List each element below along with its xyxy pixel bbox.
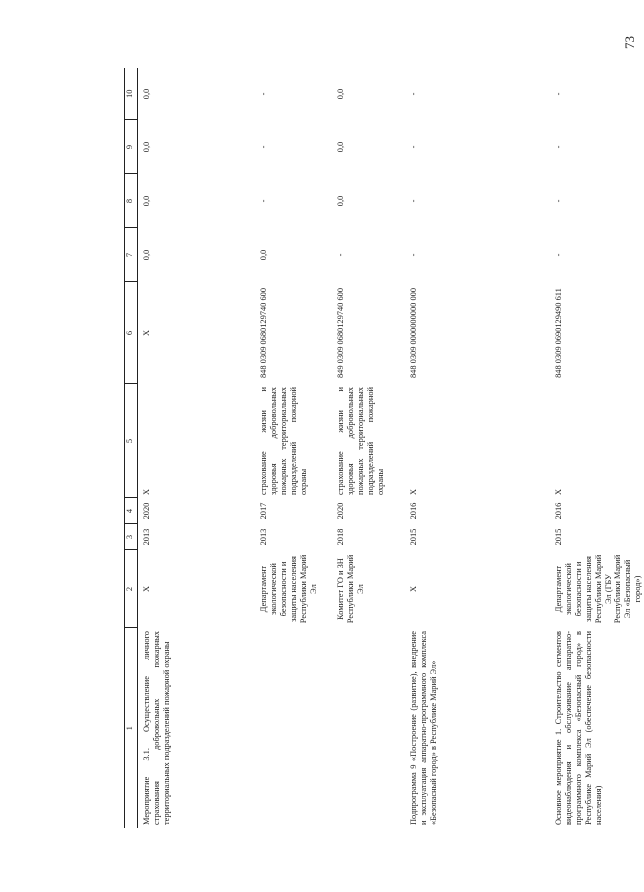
value-cell-9: - — [554, 145, 563, 149]
value-cell-7: - — [409, 253, 418, 257]
header-cell-7: 7 — [125, 228, 138, 282]
value-cell-8: - — [259, 199, 268, 203]
header-cell-6: 6 — [125, 282, 138, 384]
result-cell: Х — [409, 488, 418, 495]
table-row — [255, 68, 332, 828]
start-year-cell: 2013 — [259, 528, 268, 546]
activity-name-cell: Мероприятие 3.1. Осуществление личного страхования добровольных пожарных территориальных подразделений пожарной охраны — [142, 631, 171, 825]
value-cell-10: 0,0 — [142, 88, 151, 100]
header-cell-1: 1 — [125, 628, 138, 828]
end-year-cell: 2016 — [554, 502, 563, 520]
header-cell-4: 4 — [125, 498, 138, 524]
end-year-cell: 2020 — [142, 502, 151, 520]
start-year-cell: 2018 — [336, 528, 345, 546]
budget-code-cell: 848 0309 0000000000 000 — [409, 287, 418, 379]
result-cell: Х — [554, 488, 563, 495]
budget-code-cell: 849 0309 0680129740 600 — [336, 287, 345, 379]
start-year-cell: 2013 — [142, 528, 151, 546]
value-cell-7: - — [554, 253, 563, 257]
result-cell: страхование жизни и здоровья добровольных пожарных территориальных подразделений пожарной охраны — [259, 387, 308, 495]
header-cell-5: 5 — [125, 384, 138, 498]
activity-name-cell: Основное мероприятие 1. Строительство сегментов видеонаблюдения и обслуживание аппаратно-программного комплекса «Безопасный город» в Республике Марий Эл (обеспечение безопасности населения) — [554, 631, 603, 825]
end-year-cell: 2016 — [409, 502, 418, 520]
value-cell-8: 0,0 — [336, 195, 345, 207]
executor-cell: Комитет ГО и ЗН Республики Марий Эл — [336, 554, 365, 624]
header-row — [125, 68, 138, 828]
page-number: 73 — [622, 36, 637, 49]
value-cell-9: 0,0 — [336, 141, 345, 153]
header-cell-2: 2 — [125, 550, 138, 628]
activity-name-cell — [332, 628, 405, 828]
executor-cell: Х — [409, 585, 418, 593]
value-cell-7: 0,0 — [142, 249, 151, 261]
program-table — [124, 68, 644, 828]
header-cell-9: 9 — [125, 120, 138, 174]
budget-code-cell: 848 0309 0690129490 611 — [554, 288, 563, 378]
value-cell-7: 0,0 — [259, 249, 268, 261]
end-year-cell: 2020 — [336, 502, 345, 520]
activity-name-cell — [255, 628, 332, 828]
value-cell-7: - — [336, 253, 345, 257]
rotated-table-container — [124, 68, 644, 828]
table-row — [332, 68, 405, 828]
value-cell-10: - — [259, 92, 268, 96]
value-cell-9: - — [409, 145, 418, 149]
result-cell: Х — [142, 488, 151, 495]
end-year-cell: 2017 — [259, 502, 268, 520]
header-cell-10: 10 — [125, 68, 138, 120]
value-cell-9: 0,0 — [142, 141, 151, 153]
budget-code-cell: Х — [142, 329, 151, 337]
executor-cell: Департамент экологической безопасности и защиты населения Республики Марий Эл (ГБУ Республики Марий Эл «Безопасный город») — [554, 554, 643, 624]
header-cell-8: 8 — [125, 174, 138, 228]
value-cell-8: - — [554, 199, 563, 203]
value-cell-9: - — [259, 145, 268, 149]
table-row — [405, 68, 550, 828]
budget-code-cell: 848 0309 0680129740 600 — [259, 287, 268, 379]
activity-name-cell: Подпрограмма 9 «Построение (развитие), внедрение и эксплуатация аппаратно-программного комплекса «Безопасный город» в Республике Марий Эл» — [409, 631, 438, 825]
value-cell-10: 0,0 — [336, 88, 345, 100]
start-year-cell: 2015 — [409, 528, 418, 546]
header-cell-3: 3 — [125, 524, 138, 550]
value-cell-8: 0,0 — [142, 195, 151, 207]
value-cell-10: - — [554, 92, 563, 96]
start-year-cell: 2015 — [554, 528, 563, 546]
value-cell-8: - — [409, 199, 418, 203]
value-cell-10: - — [409, 92, 418, 96]
table-row — [550, 68, 644, 828]
executor-cell: Х — [142, 585, 151, 593]
table-row — [138, 68, 256, 828]
executor-cell: Департамент экологической безопасности и защиты населения Республики Марий Эл — [259, 554, 318, 624]
result-cell: страхование жизни и здоровья добровольных пожарных территориальных подразделений пожарной охраны — [336, 387, 385, 495]
